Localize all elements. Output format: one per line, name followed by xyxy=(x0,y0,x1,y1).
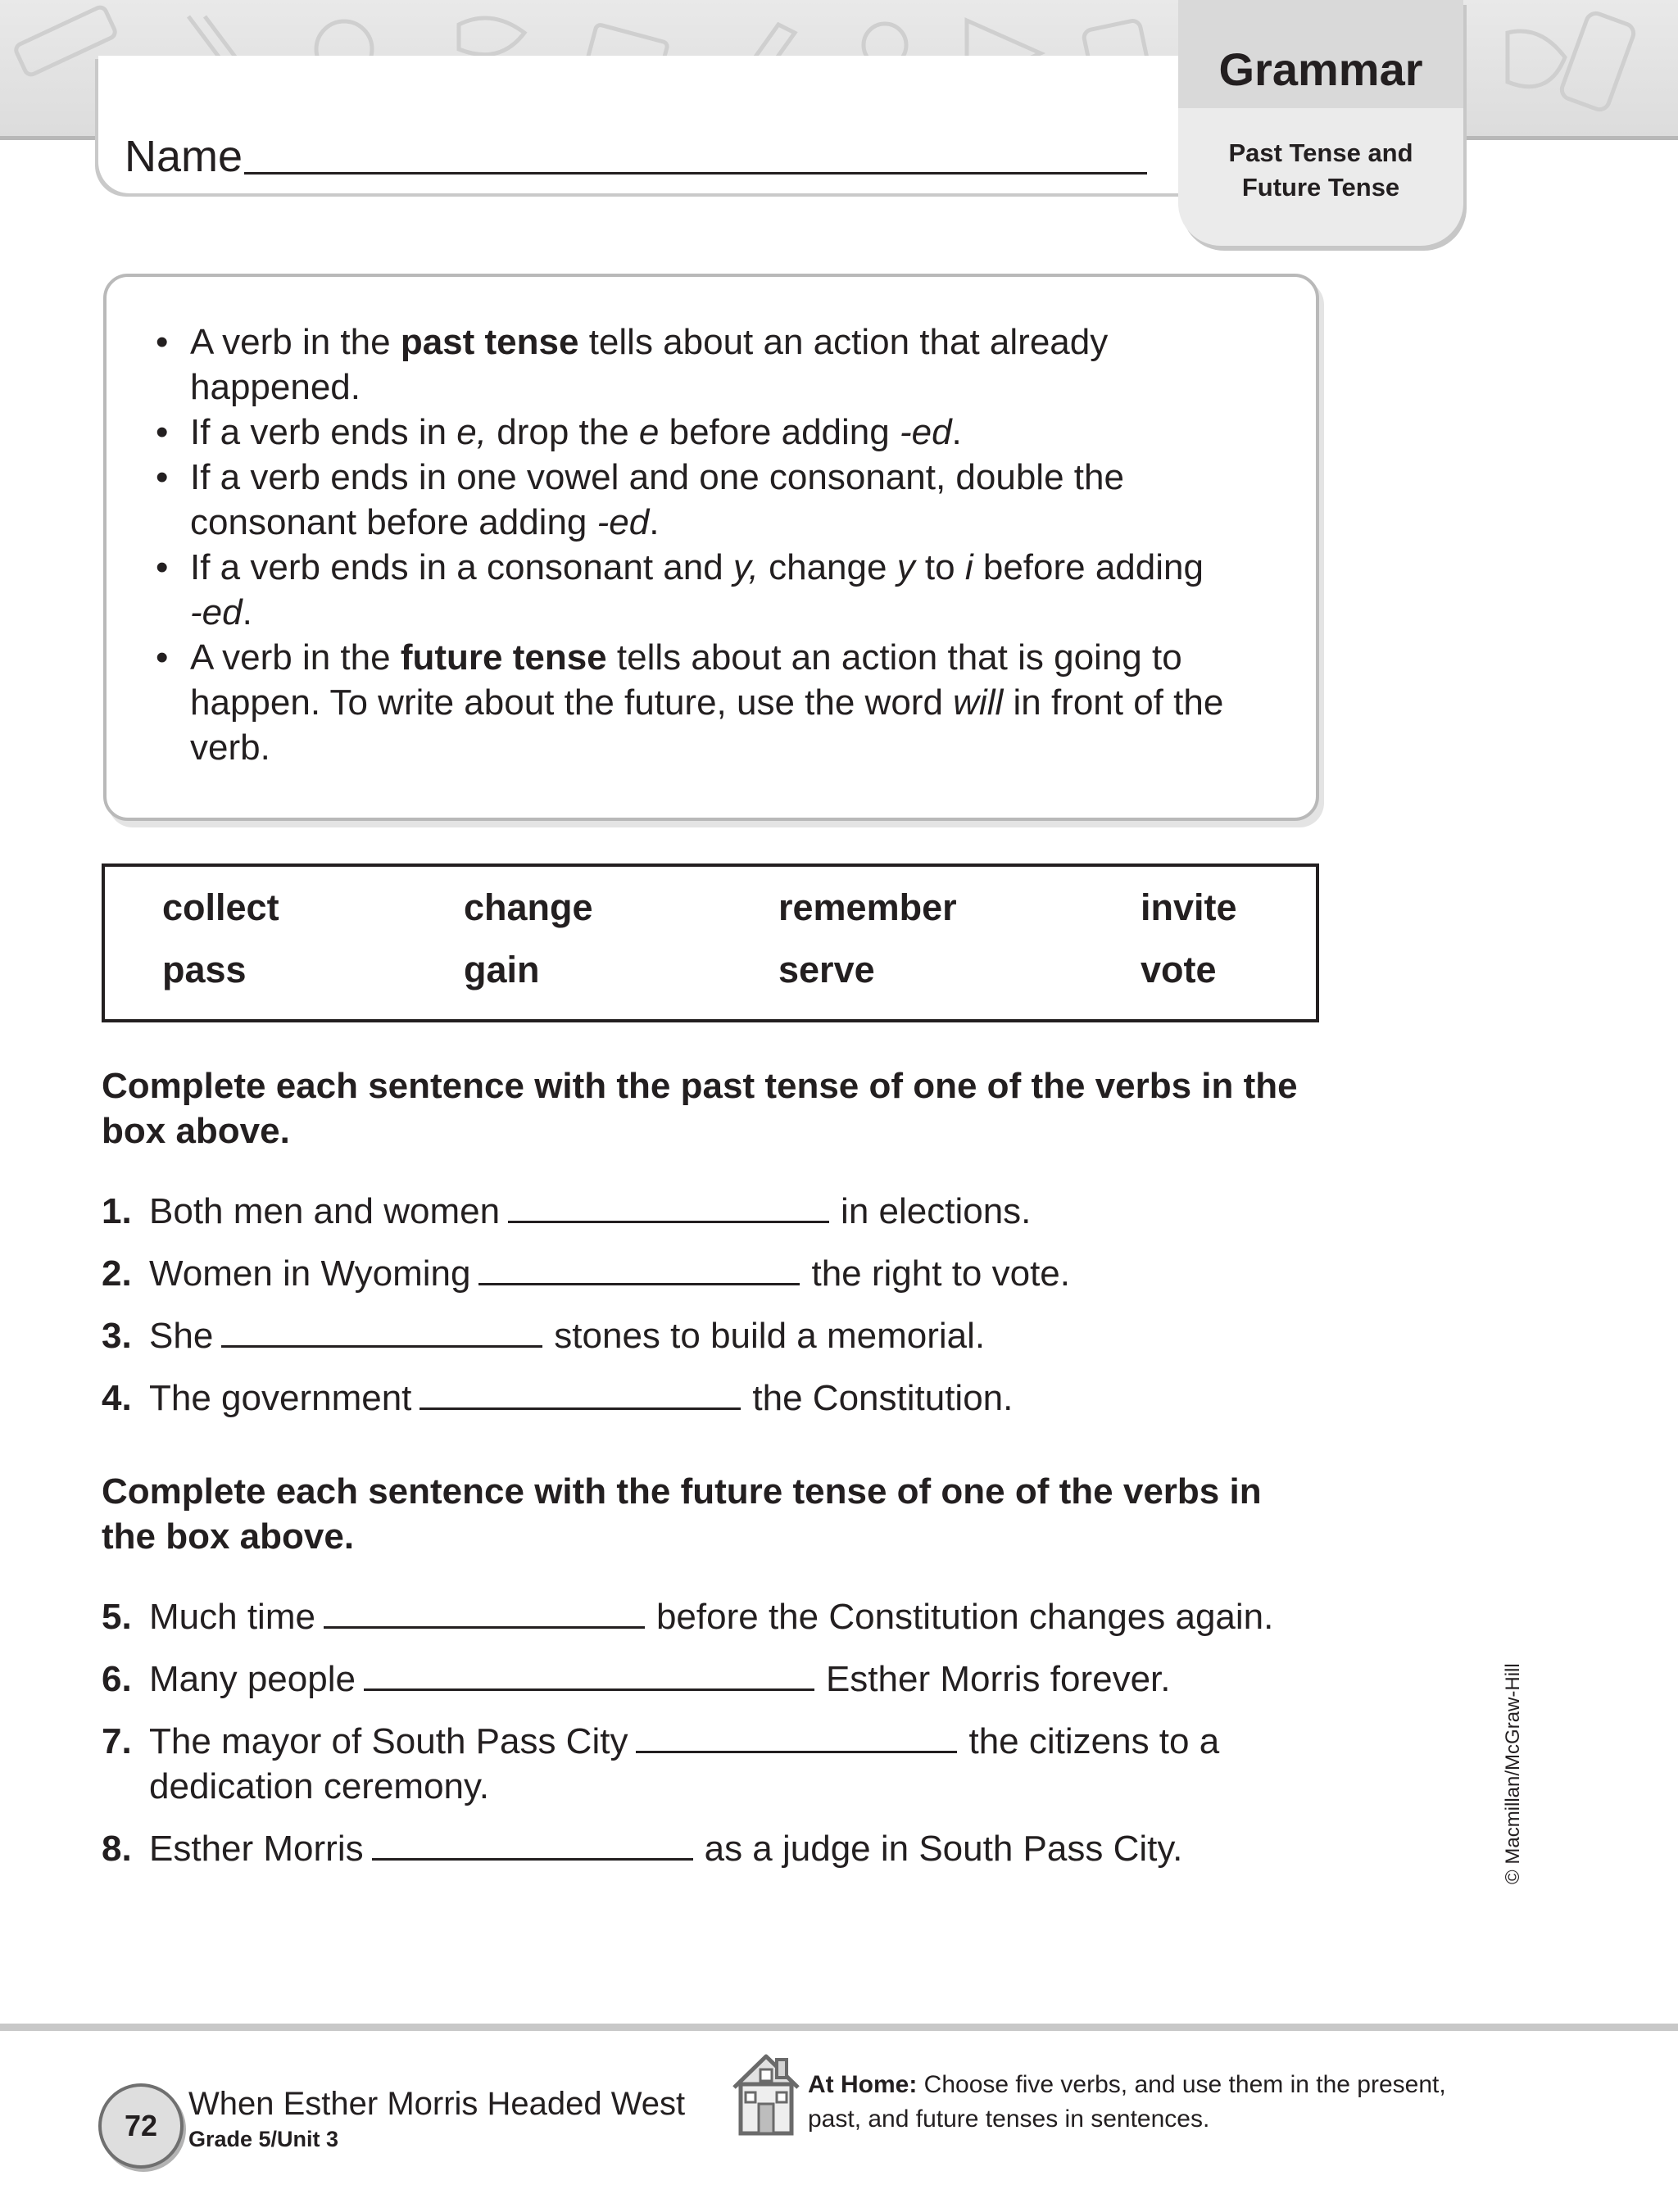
answer-blank-6[interactable] xyxy=(364,1657,814,1691)
answer-blank-5[interactable] xyxy=(324,1595,645,1629)
rule-drop-e: • If a verb ends in e, drop the e before adding -ed. xyxy=(156,410,1286,455)
topic-subtitle xyxy=(1178,136,1463,205)
sentence-6 xyxy=(102,1657,1171,1702)
at-home-note xyxy=(808,2068,1463,2137)
answer-blank-3[interactable] xyxy=(221,1314,542,1348)
sentence-text: Many people xyxy=(149,1659,356,1699)
rule-double-consonant: • If a verb ends in one vowel and one consonant, double the consonant before adding -ed. xyxy=(156,455,1286,545)
sentence-text: stones to build a memorial. xyxy=(554,1316,986,1356)
answer-blank-2[interactable] xyxy=(478,1252,800,1285)
sentence-5 xyxy=(102,1594,1273,1639)
answer-blank-8[interactable] xyxy=(372,1827,693,1861)
word-vote: vote xyxy=(1141,949,1217,990)
word-invite: invite xyxy=(1141,886,1237,928)
word-box xyxy=(102,863,1319,1022)
past-instructions: Complete each sentence with the past tense of one of the verbs in the box above. xyxy=(102,1066,1298,1151)
sentence-text: Esther Morris forever. xyxy=(825,1659,1171,1699)
word-remember: remember xyxy=(778,886,957,928)
sentence-text: Esther Morris xyxy=(149,1829,364,1869)
answer-blank-1[interactable] xyxy=(508,1190,829,1223)
rule-future-tense: • A verb in the future tense tells about an action that is going to happen. To write about the future, use the word will in front of the verb. xyxy=(156,635,1286,770)
sentence-number: 7. xyxy=(102,1721,132,1761)
copyright-notice: © Macmillan/McGraw-Hill xyxy=(1502,1663,1524,1884)
word-collect: collect xyxy=(162,886,279,928)
sentence-number: 6. xyxy=(102,1659,132,1699)
sentence-number: 8. xyxy=(102,1829,132,1869)
sentence-7 xyxy=(102,1719,1219,1764)
topic-line-1: Past Tense and xyxy=(1228,138,1413,167)
story-title: When Esther Morris Headed West xyxy=(188,2086,686,2122)
future-instructions: Complete each sentence with the future tense of one of the verbs in the box above. xyxy=(102,1471,1262,1557)
sentence-number: 4. xyxy=(102,1378,132,1418)
name-label: Name xyxy=(125,132,243,181)
sentence-text: Much time xyxy=(149,1597,315,1637)
sentence-number: 5. xyxy=(102,1597,132,1637)
sentence-text: in elections. xyxy=(841,1191,1032,1231)
page-number: 72 xyxy=(98,2083,184,2169)
at-home-text: Choose five verbs, and use them in the present, past, and future tenses in sentences. xyxy=(808,2071,1446,2133)
sentence-4 xyxy=(102,1376,1013,1421)
sentence-text: the right to vote. xyxy=(811,1253,1071,1294)
answer-blank-4[interactable] xyxy=(420,1376,741,1410)
sentence-8 xyxy=(102,1826,1182,1871)
answer-blank-7[interactable] xyxy=(636,1720,957,1753)
sentence-text: the citizens to a xyxy=(968,1721,1220,1761)
subject-title: Grammar xyxy=(1218,43,1423,95)
name-input-line[interactable] xyxy=(244,172,1147,175)
rule-past-tense: • A verb in the past tense tells about an action that already happened. xyxy=(156,320,1286,410)
sentence-3 xyxy=(102,1313,985,1358)
sentence-number: 3. xyxy=(102,1316,132,1356)
footer-rule xyxy=(0,2024,1678,2031)
rules-list xyxy=(156,320,1286,770)
word-change: change xyxy=(464,886,593,928)
sentence-2 xyxy=(102,1251,1070,1296)
word-pass: pass xyxy=(162,949,247,990)
word-gain: gain xyxy=(464,949,540,990)
sentence-number: 2. xyxy=(102,1253,132,1294)
sentence-text: The government xyxy=(149,1378,412,1418)
sentence-text: before the Constitution changes again. xyxy=(655,1597,1274,1637)
sentence-text: The mayor of South Pass City xyxy=(149,1721,628,1761)
sentence-1 xyxy=(102,1189,1031,1234)
sentence-text: Both men and women xyxy=(149,1191,501,1231)
grammar-tab xyxy=(1178,0,1463,246)
sentence-text: as a judge in South Pass City. xyxy=(704,1829,1183,1869)
word-serve: serve xyxy=(778,949,875,990)
sentence-text: Women in Wyoming xyxy=(149,1253,471,1294)
at-home-label: At Home: xyxy=(808,2071,918,2098)
sentence-text: She xyxy=(149,1316,214,1356)
rule-change-y: • If a verb ends in a consonant and y, change y to i before adding -ed. xyxy=(156,545,1286,635)
grade-unit: Grade 5/Unit 3 xyxy=(188,2127,339,2151)
sentence-number: 1. xyxy=(102,1191,132,1231)
house-icon xyxy=(728,2048,805,2140)
topic-line-2: Future Tense xyxy=(1241,173,1400,202)
sentence-text: the Constitution. xyxy=(752,1378,1014,1418)
sentence-7-continued: dedication ceremony. xyxy=(149,1766,489,1806)
